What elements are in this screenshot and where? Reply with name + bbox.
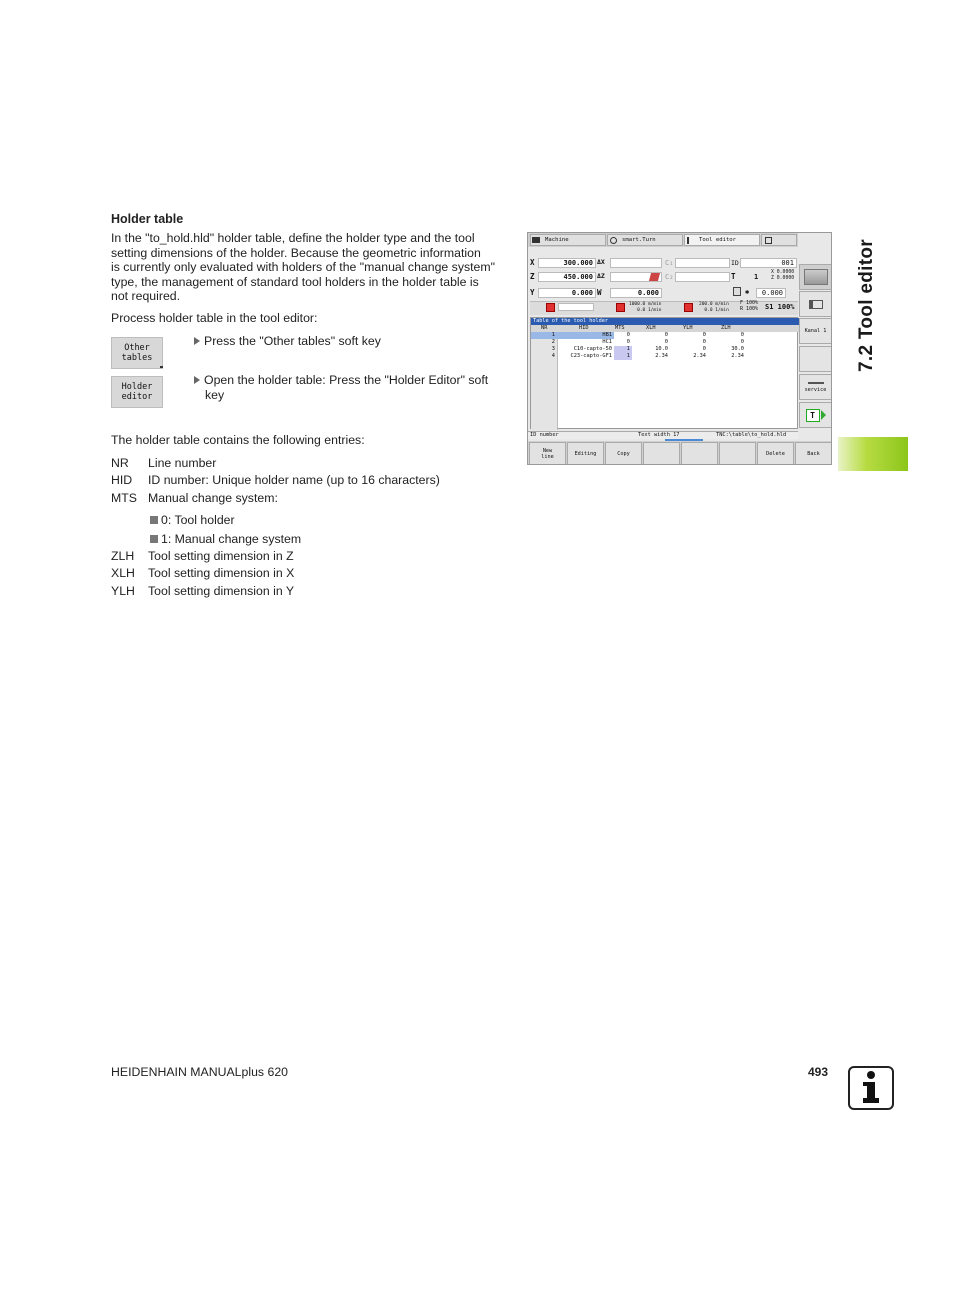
- intro-line: not required.: [111, 289, 181, 303]
- intro-line: is currently only evaluated with holders of the "manual change system": [111, 260, 495, 274]
- step-text-line: key: [205, 387, 225, 402]
- tab-label: Tool editor: [699, 237, 737, 243]
- entry-definition: Manual change system:: [148, 491, 278, 505]
- table-title: Table of the tool holder: [531, 318, 799, 325]
- tab-machine[interactable]: [530, 234, 606, 246]
- cell-mts: 0: [626, 332, 630, 338]
- step-text: Press the "Other tables" soft key: [204, 334, 381, 348]
- axis-delta-label: ΔZ: [597, 272, 605, 280]
- back-softkey[interactable]: [795, 442, 832, 465]
- spindle-stop-icon: [684, 303, 693, 312]
- tab-smart-turn[interactable]: [607, 234, 683, 246]
- cell-nr: 4: [551, 353, 555, 359]
- lathe-icon: [804, 269, 828, 285]
- intro-paragraph: [111, 231, 511, 304]
- axis-label: X: [530, 258, 535, 267]
- machine-tab-icon: [532, 237, 540, 243]
- status-file-path: TNC:\table\to_hold.hld: [716, 432, 787, 438]
- spindle-stop-icon: [546, 303, 555, 312]
- tool-holder-icon: [809, 300, 823, 309]
- id-value: 001: [740, 258, 797, 268]
- column-header: MTS: [615, 325, 625, 331]
- step-text: [204, 373, 488, 402]
- entry-term: ZLH: [111, 549, 135, 563]
- y-right-value: 0.000: [756, 288, 786, 298]
- softkey-label: Kanal 1: [804, 328, 827, 334]
- mts-option: 0: Tool holder: [161, 513, 235, 527]
- operating-mode-tabs: [528, 233, 798, 247]
- vsk-machine-view[interactable]: [799, 264, 832, 290]
- cell-ylh: 0: [702, 339, 706, 345]
- softkey-label: line: [541, 453, 554, 460]
- other-tables-softkey[interactable]: [111, 337, 163, 369]
- intro-line: In the "to_hold.hld" holder table, define the holder type and the tool: [111, 231, 475, 245]
- feed-value: 1000.0 m/min: [629, 302, 662, 307]
- axis-delta-value: 0.000: [610, 288, 662, 298]
- axis-label: Y: [530, 288, 535, 297]
- entry-term: NR: [111, 456, 129, 470]
- column-header: XLH: [646, 325, 656, 331]
- vsk-empty[interactable]: [799, 346, 832, 372]
- vsk-tool-holder[interactable]: [799, 291, 832, 317]
- section-heading: Holder table: [111, 212, 184, 226]
- vsk-service[interactable]: [799, 374, 832, 400]
- softkey-label: tables: [121, 353, 153, 363]
- axis-value: 300.000: [538, 258, 596, 268]
- mts-option: 1: Manual change system: [161, 532, 302, 546]
- override-values: [740, 301, 758, 312]
- entry-definition: Tool setting dimension in X: [148, 566, 295, 580]
- empty-softkey-6[interactable]: [719, 442, 756, 465]
- section-tab-marker: [838, 437, 908, 471]
- tool-table-icon: T: [806, 409, 820, 422]
- smart-turn-tab-icon: [610, 237, 617, 244]
- offset-z: Z 0.0000: [771, 276, 795, 281]
- info-glyph: [856, 1070, 886, 1106]
- cell-xlh: 2.34: [655, 353, 668, 359]
- horizontal-softkey-bar: [528, 441, 832, 465]
- tab-label: Machine: [545, 237, 569, 243]
- c2-value: [675, 272, 730, 282]
- tool-offsets: [771, 270, 794, 282]
- wrench-icon: [808, 382, 824, 384]
- c-axis-label: C₂: [665, 273, 674, 281]
- intro-line: type, the management of standard tool holders in the holder table is: [111, 274, 479, 289]
- holder-table: [530, 317, 798, 429]
- step-arrow-icon: [194, 376, 200, 384]
- step-text-line: Open the holder table: Press the "Holder Editor" soft: [204, 373, 489, 387]
- tab-label: smart.Turn: [622, 237, 656, 243]
- table-header: [531, 325, 799, 332]
- cell-nr: 1: [551, 332, 555, 338]
- vsk-channel[interactable]: [799, 318, 832, 344]
- arrow-right-icon: [821, 410, 826, 420]
- disk-icon: [765, 237, 772, 244]
- entry-term: YLH: [111, 584, 135, 598]
- softkey-label: Editing: [574, 450, 597, 457]
- id-label: ID: [731, 259, 739, 267]
- bullet-icon: [150, 535, 158, 543]
- cell-hid: HB1: [602, 332, 612, 338]
- axis-label: Z: [530, 272, 535, 281]
- footer-product: HEIDENHAIN MANUALplus 620: [111, 1065, 288, 1079]
- feed-bar: [558, 303, 594, 311]
- rapid-override: R 100%: [740, 305, 759, 312]
- softkey-label: Delete: [766, 450, 785, 457]
- spindle-2-feed: [699, 302, 729, 313]
- chuck-icon: [733, 287, 741, 296]
- cell-mts: 0: [626, 339, 630, 345]
- delete-softkey[interactable]: [757, 442, 794, 465]
- softkey-label: Back: [807, 450, 820, 457]
- holder-editor-softkey[interactable]: [111, 376, 163, 408]
- cell-nr: 3: [551, 346, 555, 352]
- column-header: YLH: [683, 325, 693, 331]
- axis-value: 450.000: [538, 272, 596, 282]
- control-screenshot: [527, 232, 832, 465]
- cell-hid: C23-capto-GF1: [570, 353, 612, 359]
- softkey-label: Copy: [617, 450, 630, 457]
- status-field: ID number: [530, 432, 559, 438]
- column-header: NR: [541, 325, 548, 331]
- column-header: HID: [579, 325, 589, 331]
- tab-save[interactable]: [761, 234, 797, 246]
- empty-softkey-4[interactable]: [643, 442, 680, 465]
- softkey-label: New: [542, 447, 553, 454]
- entry-definition: Tool setting dimension in Z: [148, 549, 294, 563]
- softkey-label: editor: [121, 392, 153, 402]
- axis-value: 0.000: [538, 288, 596, 298]
- vsk-tool-table[interactable]: [799, 402, 832, 428]
- entry-definition: Line number: [148, 456, 217, 470]
- entries-intro: The holder table contains the following entries:: [111, 433, 365, 447]
- rpm-value: 0.0 1/min: [637, 307, 662, 313]
- cell-ylh: 2.34: [693, 353, 706, 359]
- cell-xlh: 10.0: [655, 346, 668, 352]
- cell-ylh: 0: [702, 346, 706, 352]
- section-title: 7.2 Tool editor: [856, 239, 877, 372]
- entry-term: HID: [111, 473, 133, 487]
- editing-softkey[interactable]: [567, 442, 604, 465]
- tool-editor-tab-icon: [687, 237, 693, 244]
- offset-x: X 0.0000: [771, 270, 795, 275]
- rpm-value: 0.0 1/min: [704, 307, 729, 313]
- cell-xlh: 0: [664, 332, 668, 338]
- softkey-label: Other: [124, 343, 150, 353]
- cell-zlh: 0: [740, 332, 744, 338]
- status-bar: [528, 431, 798, 439]
- cell-nr: 2: [551, 339, 555, 345]
- t-label: T: [731, 272, 736, 281]
- softkey-corner-mark: [160, 366, 163, 368]
- axis-delta-value: [610, 258, 662, 268]
- c-axis-label: C₁: [665, 259, 674, 267]
- page-number: 493: [808, 1065, 829, 1079]
- info-icon: [848, 1066, 894, 1110]
- cell-mts: 1: [626, 346, 630, 352]
- entry-term: MTS: [111, 491, 137, 505]
- cell-zlh: 30.0: [731, 346, 744, 352]
- bullet-icon: [150, 516, 158, 524]
- feed-value: 200.0 m/min: [699, 302, 729, 307]
- tab-tool-editor[interactable]: [684, 234, 760, 246]
- softkey-label: service: [804, 386, 827, 393]
- entry-term: XLH: [111, 566, 135, 580]
- column-header: ZLH: [721, 325, 731, 331]
- entry-definition: Tool setting dimension in Y: [148, 584, 295, 598]
- spindle-override: S1 100%: [765, 303, 795, 311]
- new-line-softkey[interactable]: [529, 442, 566, 465]
- entry-definition: ID number: Unique holder name (up to 16 characters): [148, 473, 440, 487]
- copy-softkey[interactable]: [605, 442, 642, 465]
- cell-ylh: 0: [702, 332, 706, 338]
- softkey-label: Holder: [121, 382, 153, 392]
- status-text-width: Text width 17: [638, 432, 680, 438]
- axis-delta-label: ΔX: [597, 258, 605, 266]
- t-value: 1: [754, 273, 759, 281]
- spindle-stop-icon: [616, 303, 625, 312]
- empty-softkey-5[interactable]: [681, 442, 718, 465]
- process-instruction: Process holder table in the tool editor:: [111, 311, 318, 325]
- cell-mts: 1: [626, 353, 630, 359]
- spindle-1-feed: [629, 302, 662, 313]
- chuck-symbol: ✱: [745, 288, 750, 296]
- cell-hid: HC1: [602, 339, 612, 345]
- feed-override: F 100%: [740, 300, 759, 306]
- cell-zlh: 0: [740, 339, 744, 345]
- step-arrow-icon: [194, 337, 200, 345]
- cell-xlh: 0: [664, 339, 668, 345]
- c1-value: [675, 258, 730, 268]
- intro-line: setting dimensions of the holder. Because the geometric information: [111, 245, 481, 260]
- axis-delta-label: W: [597, 288, 602, 297]
- cell-hid: C10-capto-50: [573, 346, 612, 352]
- cell-zlh: 2.34: [731, 353, 744, 359]
